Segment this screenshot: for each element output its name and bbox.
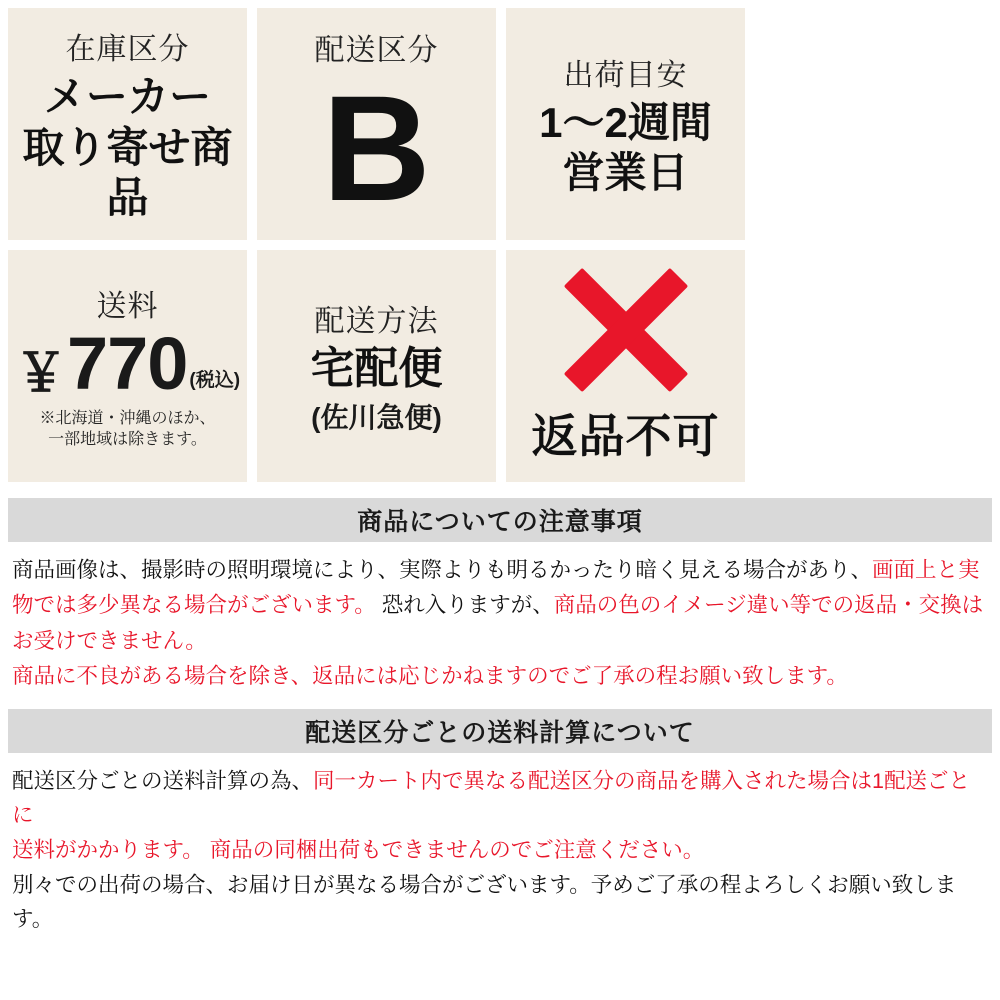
badge-value-delivery-method: 宅配便	[310, 344, 443, 394]
badge-caption-shipping-estimate: 出荷目安	[563, 58, 688, 92]
note-span: 画面上と実	[872, 558, 980, 582]
badge-grid	[8, 8, 992, 482]
note-span: 物では多少異なる場合がございます。	[12, 593, 376, 618]
section-shipping-fee-calculation	[8, 709, 992, 936]
x-mark-icon	[562, 266, 690, 394]
shipping-estimate-line1: 1〜2週間	[539, 98, 712, 146]
shipping-fee-amount: 770	[66, 322, 188, 406]
no-return-label: 返品不可	[531, 410, 720, 462]
shipping-fee-price	[14, 322, 241, 406]
note-span: 商品に不良がある場合を除き、返品には応じかねますのでご了承の程お願い致します。	[12, 663, 848, 688]
shipping-fee-note-line2: 一部地域は除きます。	[48, 431, 207, 449]
note-span: 同一カート内で異なる配送区分の商品を購入された場合は1配送ごとに	[12, 769, 970, 827]
note-span: 恐れ入りますが、	[375, 593, 554, 618]
badge-caption-shipping-class: 配送区分	[314, 34, 439, 67]
badge-stock-type	[8, 8, 247, 240]
note-span: 配送区分ごとの送料計算の為、	[12, 769, 314, 794]
note-span: 商品画像は、撮影時の照明環境により、実際よりも明るかったり暗く見える場合があり、	[12, 558, 873, 582]
note-span: 送料がかかります。	[12, 837, 204, 862]
badge-no-return	[506, 250, 745, 482]
yen-symbol: ￥	[14, 344, 67, 403]
note-line	[12, 625, 988, 658]
badge-value-shipping-estimate	[539, 98, 712, 199]
shipping-fee-note	[39, 408, 215, 451]
badge-caption-delivery-method: 配送方法	[314, 305, 439, 339]
note-line	[12, 660, 988, 693]
section-body-shipping-fee-calculation	[8, 753, 992, 936]
shipping-estimate-line2: 営業日	[562, 149, 689, 196]
note-line	[12, 869, 988, 936]
badge-value-shipping-class: B	[322, 64, 431, 232]
section-title-product-notes: 商品についての注意事項	[8, 498, 992, 542]
badge-delivery-method	[257, 250, 496, 482]
badge-shipping-fee	[8, 250, 247, 482]
note-span: 商品の同梱出荷もできませんのでご注意ください。	[203, 837, 705, 862]
shipping-fee-tax-label: (税込)	[189, 369, 241, 391]
note-line	[12, 834, 988, 867]
note-line	[12, 554, 988, 587]
note-line	[12, 589, 988, 622]
badge-shipping-class	[257, 8, 496, 240]
shipping-fee-note-line1: ※北海道・沖縄のほか、	[39, 409, 216, 427]
badge-caption-stock-type: 在庫区分	[65, 33, 190, 67]
section-product-notes	[8, 498, 992, 693]
note-span: 別々での出荷の場合、お届け日が異なる場合がございます。予めご了承の程よろしくお願い致します。	[12, 873, 957, 931]
note-span: お受けできません。	[12, 628, 207, 653]
stock-type-line2: 取り寄せ商品	[22, 123, 233, 222]
badge-caption-shipping-fee: 送料	[96, 290, 159, 324]
note-line	[12, 765, 988, 832]
section-title-shipping-fee-calculation: 配送区分ごとの送料計算について	[8, 709, 992, 753]
delivery-carrier: (佐川急便)	[311, 401, 442, 433]
section-body-product-notes	[8, 542, 992, 693]
stock-type-line1: メーカー	[43, 73, 212, 121]
badge-shipping-estimate	[506, 8, 745, 240]
badge-value-stock-type	[14, 72, 241, 223]
note-span: 商品の色のイメージ違い等での返品・交換は	[553, 593, 984, 618]
